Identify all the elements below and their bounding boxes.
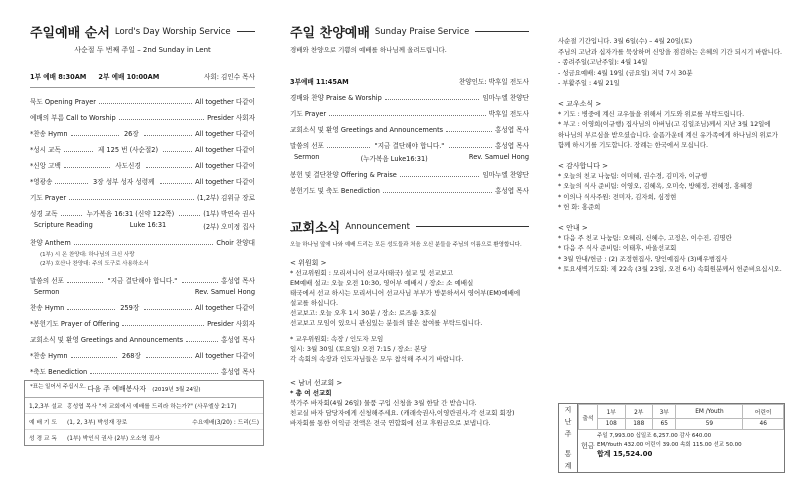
text-line: - 종려주일(고난주일): 4월 14일 — [558, 58, 648, 66]
order-item-label: 봉헌기도 및 축도 Benediction — [290, 187, 380, 195]
next-week-title — [25, 381, 263, 398]
next-week-key: 성 경 교 독 — [29, 436, 57, 442]
leader-dots — [69, 195, 194, 200]
order-item-detail: 누가복음 16:31 (신약 122쪽) — [86, 210, 175, 218]
order-item-label: Sermon — [294, 153, 320, 161]
text-line: 각 속회의 속장과 인도자님들은 모두 참석해 주시기 바랍니다. — [290, 355, 464, 363]
leader-dots — [55, 179, 88, 184]
text-line: 일시: 3월 30일 (토요일) 오전 7:15 / 장소: 본당 — [290, 345, 427, 353]
order-row — [290, 124, 529, 134]
side-char: 지 — [564, 406, 572, 414]
praise-header — [290, 22, 529, 41]
order-item-leader: 홍성엽 목사 — [495, 142, 529, 150]
leader-dots — [99, 99, 192, 104]
praise-title: 주일 찬양예배 — [290, 26, 370, 41]
order-item-leader: Choir 찬양대 — [216, 239, 255, 247]
stand-note: *표는 일어서 주십시오. — [30, 384, 86, 390]
text-line: * 기도 : 병중에 계신 교우들을 위해서 기도와 위로를 부탁드립니다. — [558, 109, 745, 118]
order-item-leader: 홍성엽 목사 — [495, 126, 529, 134]
side-char: 난 — [564, 418, 572, 426]
leader-dots — [446, 127, 492, 132]
guide-list — [558, 233, 786, 275]
sermon-title: "지금 결단해야 합니다." — [374, 142, 445, 150]
order-item-label: 말씀의 선포 — [30, 277, 64, 285]
text-line: 태국에서 선교 하시는 모리셔니어 선교사님 부부가 방문하셔서 영어부(EM)예배에 — [290, 289, 521, 297]
order-item-label: 말씀의 선포 — [290, 142, 324, 150]
mission-heading: < 남녀 선교회 > — [290, 379, 343, 387]
text-line: * 선교위원회 : 모리셔니어 선교사(태국) 설교 및 선교보고 — [290, 269, 454, 277]
order-row — [30, 128, 255, 138]
leader-dots — [71, 131, 119, 136]
order-item-label: Scripture Reading — [34, 221, 93, 229]
praise-time — [290, 76, 529, 86]
first-service-time: 1부 예배 8:30AM — [30, 73, 87, 81]
order-item-label: 찬송 Hymn — [30, 304, 65, 312]
committee-heading: < 위원회 > — [290, 259, 327, 267]
praise-order — [290, 76, 529, 195]
members-heading: < 교우소식 > — [558, 99, 602, 108]
order-item-label: *찬송 Hymn — [30, 130, 68, 138]
sermon-en — [30, 288, 255, 296]
order-item-leader: Presider 사회자 — [207, 114, 255, 122]
praise-column — [268, 0, 535, 486]
leader-dots — [182, 278, 218, 283]
leader-dots — [327, 143, 370, 148]
leader-dots — [67, 278, 103, 283]
leader-dots — [160, 179, 193, 184]
text-line: * 총 여 선교회 — [290, 389, 332, 397]
lent-notice — [558, 36, 786, 89]
attendance-header: 3부 — [653, 405, 676, 419]
praise-leader: 찬양인도: 박후일 전도사 — [458, 78, 529, 86]
order-item-label: 예배의 부름 Call to Worship — [30, 114, 116, 122]
mission-text — [290, 388, 529, 428]
order-item-label: *성시 교독 — [30, 146, 61, 154]
order-item-detail: (누가복음 Luke16:31) — [360, 155, 428, 163]
text-line: * 3월 안내/헌금 : (2) 조정현집사, 양인예집사 (3)배우범집사 — [558, 254, 728, 263]
text-line: 북가주 바자회(4월 26일) 물품 구입 신청을 3월 한달 간 받습니다. — [290, 399, 477, 407]
leader-dots — [383, 188, 492, 193]
text-line: * 부고 : 이영희(이규행) 집사님의 아버님(고 김일조님)께서 지난 3월 12일에 — [558, 120, 771, 128]
leader-dots — [90, 369, 218, 374]
giving-section — [578, 430, 784, 461]
order-row — [30, 96, 255, 106]
order-row — [30, 334, 255, 344]
leader-dots — [64, 163, 110, 168]
order-item-detail: 268장 — [121, 352, 141, 360]
order-item-detail: 3장 성부 성자 성령께 — [93, 178, 155, 186]
order-item-label: 봉헌 및 결단찬양 Offering & Praise — [290, 171, 397, 179]
order-item-label: 교회소식 및 환영 Greetings and Announcements — [290, 126, 444, 134]
attendance-header: EM /Youth — [676, 405, 743, 419]
announce-intro: 오늘 하나님 앞에 나와 예배 드리는 모든 성도들과 처음 오신 분들을 주님의 이름으로 환영합니다. — [290, 242, 522, 248]
announce-title: 교회소식 — [290, 221, 341, 236]
next-week-title-text: 다음 주 예배봉사자 — [87, 385, 147, 393]
order-row — [30, 160, 255, 170]
sermon-row — [30, 275, 255, 285]
order-item-leader: All together 다같이 — [195, 162, 256, 170]
attendance-table — [578, 404, 784, 430]
text-line: * 이의나 식사주원: 전미자, 김자희, 심정현 — [558, 192, 677, 201]
order-rows — [30, 96, 255, 218]
order-item-label: 찬양 Anthem — [30, 239, 71, 247]
order-row — [290, 92, 529, 102]
scripture-en — [30, 221, 255, 231]
anthem-row — [30, 237, 255, 247]
attendance-value: 188 — [625, 419, 653, 430]
members-news — [558, 109, 786, 151]
committee-text — [290, 268, 529, 364]
text-line: * 다음 주 친교 나눔팀: 오혜리, 신혜수, 고정은, 이수진, 김명란 — [558, 233, 732, 242]
next-week-row — [25, 430, 263, 445]
second-service-time: 2부 예배 10:00AM — [98, 73, 160, 81]
leader-dots — [122, 321, 204, 326]
giving-total: 합계 15,524.00 — [597, 450, 653, 458]
order-item-label: Sermon — [34, 288, 60, 296]
text-line: 친교실 바자 담당자에게 신청해주세요. (캐래숙권사,이영란권사,각 선교회 회장) — [290, 409, 515, 417]
text-line: 설교를 하십니다. — [290, 299, 339, 307]
order-item-leader: 임마누엘 찬양단 — [482, 171, 529, 179]
service-times — [30, 71, 255, 81]
header-rule — [416, 226, 529, 227]
leader-dots — [146, 163, 192, 168]
order-item-leader: All together 다같이 — [195, 146, 255, 154]
side-char: 계 — [564, 462, 572, 470]
attendance-header: 1부 — [598, 405, 626, 419]
praise-subtitle: 경배와 찬양으로 기쁨의 예배를 하나님께 올려드립니다. — [290, 46, 447, 54]
order-row — [30, 192, 255, 202]
presider: 사회: 김인수 목사 — [203, 73, 255, 81]
announce-header — [290, 217, 529, 236]
leader-dots — [146, 353, 192, 358]
order-item-label: *봉헌기도 Prayer of Offering — [30, 320, 120, 328]
next-week-key: 예 배 기 도 — [29, 420, 57, 426]
order-item-leader: Presider 사회자 — [207, 320, 255, 328]
order-rows-2 — [30, 302, 255, 376]
order-item-detail: 제 125 번 (사순절2) — [97, 146, 159, 154]
text-line: - 부활주일 : 4월 21일 — [558, 79, 620, 87]
order-item-label: 기도 Prayer — [30, 194, 67, 202]
order-item-leader: Rev. Samuel Hong — [194, 288, 255, 296]
order-item-detail: 사도신경 — [115, 162, 141, 170]
announcements — [290, 217, 529, 428]
header-rule — [237, 31, 255, 32]
text-line: 선교보고 모임이 있으니 관심있는 분들의 많은 참여를 부탁드립니다. — [290, 319, 483, 327]
text-line: 사순절 기간입니다. 3월 6일(수) – 4월 20일(토) — [558, 37, 693, 45]
order-row — [290, 108, 529, 118]
order-item-leader: 박후일 전도사 — [488, 110, 529, 118]
praise-rows-2 — [290, 169, 529, 195]
text-line: * 교우위원회: 속장 / 인도자 모임 — [290, 335, 384, 343]
praise-sermon-en — [290, 153, 529, 163]
next-week-row — [25, 414, 263, 430]
text-line: 바자회를 통한 이익금 전액은 전국 연합회에 선교 후원금으로 보냅니다. — [290, 419, 491, 427]
praise-rows — [290, 92, 529, 134]
order-row — [290, 185, 529, 195]
thanks-list — [558, 171, 786, 213]
order-item-label: 기도 Prayer — [290, 110, 327, 118]
giving-line: 주일 7,993.00 십일조 6,257.00 감사 640.00 — [597, 433, 712, 439]
stats-side-label — [559, 404, 578, 472]
next-week-date: (2019년 3월 24일) — [152, 387, 201, 393]
attendance-value: 108 — [598, 419, 626, 430]
leader-dots — [179, 211, 200, 216]
giving-values — [597, 432, 781, 459]
text-line: 주님의 고난과 십자가를 묵상하며 신앙을 점검하는 은혜의 기간 되시기 바랍니다. — [558, 47, 783, 56]
weekly-statistics — [558, 403, 785, 473]
order-item-leader: 홍성엽 목사 — [221, 336, 255, 344]
anthem-note-2: (2부) 호산나 찬양대: 주의 도구로 사용하소서 — [40, 261, 149, 267]
lords-day-title: 주일예배 순서 — [30, 26, 110, 41]
order-row — [30, 208, 255, 218]
order-item-label: *찬송 Hymn — [30, 352, 68, 360]
lords-day-header — [30, 22, 255, 41]
next-week-value: 홍성엽 목사 "저 교회에서 예배를 드리라 하는가?" (사무엘상 2:17) — [67, 404, 237, 410]
leader-dots — [144, 305, 192, 310]
stats-main — [578, 404, 784, 472]
attendance-value: 46 — [743, 419, 784, 430]
order-row — [30, 144, 255, 154]
order-item-leader: 홍성엽 목사 — [495, 187, 529, 195]
leader-dots — [74, 240, 214, 245]
order-row — [30, 350, 255, 360]
order-row — [30, 112, 255, 122]
attendance-header: 2부 — [625, 405, 653, 419]
next-week-servers — [24, 380, 264, 446]
order-row — [30, 318, 255, 328]
order-item-detail: 259장 — [120, 304, 140, 312]
order-row — [30, 176, 255, 186]
order-item-leader: All together 다같이 — [195, 130, 255, 138]
third-service-time: 3부예배 11:45AM — [290, 78, 349, 86]
text-line: 하나님의 부르심을 받으셨습니다. 슬픔가운데 계신 유가족에게 하나님의 위로가 — [558, 130, 778, 139]
order-item-leader: (1,2부) 김위규 장로 — [196, 194, 255, 202]
leader-dots — [61, 211, 82, 216]
order-item-leader: 홍성엽 목사 — [221, 277, 255, 285]
praise-title-en: Sunday Praise Service — [374, 26, 470, 37]
next-week-key: 1,2,3부 설교 — [29, 404, 63, 410]
order-item-leader: 홍성엽 목사 — [221, 368, 255, 376]
order-item-label: 경배와 찬양 Praise & Worship — [290, 94, 382, 102]
attendance-label: 출석 — [579, 405, 598, 430]
order-item-leader: 임마누엘 찬양단 — [482, 94, 529, 102]
leader-dots — [67, 305, 115, 310]
header-rule — [475, 31, 529, 32]
leader-dots — [385, 95, 479, 100]
sermon-title: "지금 결단해야 합니다." — [107, 277, 178, 285]
text-line: 선교보고: 오늘 오후 1시 30분 / 장소: 로즈룸 3호실 — [290, 309, 437, 317]
giving-label: 헌금 — [581, 441, 595, 450]
side-char: 주 — [564, 430, 572, 438]
next-week-value: (1부) 박인식 권사 (2부) 오소영 집사 — [67, 436, 160, 442]
text-line: * 토요새벽기도회: 제 22속 (3월 23일, 오전 6시) 속회원분께서 헌준비요십시오. — [558, 265, 782, 273]
order-row — [290, 169, 529, 179]
text-line: - 성금요예배: 4월 19일 (금요일) 저녁 7시 30분 — [558, 68, 693, 77]
text-line: 함께 하시기를 기도합니다. 장례는 한국에서 모십니다. — [558, 141, 709, 149]
order-item-leader: (1부) 박연숙 권사 — [203, 210, 255, 218]
worship-order — [30, 71, 255, 390]
attendance-header: 어린이 — [743, 405, 784, 419]
order-item-leader: All together 다같이 — [195, 178, 256, 186]
lords-day-title-en: Lord's Day Worship Service — [114, 26, 231, 37]
order-item-label: *영광송 — [30, 178, 53, 186]
leader-dots — [449, 143, 492, 148]
order-item-label: 교회소식 및 환영 Greetings and Announcements — [30, 336, 184, 344]
text-line: * 오늘의 친교 나눔팀: 이미혜, 권수경, 김미자, 이규행 — [558, 171, 708, 180]
order-item-label: 묵도 Opening Prayer — [30, 98, 97, 106]
leader-dots — [144, 131, 192, 136]
text-line: * 오늘의 식사 준비팀: 이영오, 김혜옥, 오미숙, 방혜정, 전혜정, 홍혜경 — [558, 182, 753, 190]
order-item-detail: Luke 16:31 — [129, 221, 167, 229]
order-item-label: 성경 교독 — [30, 210, 58, 218]
order-item-leader: All together 다같이 — [195, 98, 255, 106]
announce-title-en: Announcement — [345, 221, 410, 232]
anthem-note-1: (1부) 시 온 찬양대: 하나님의 크신 사랑 — [40, 252, 135, 258]
side-char: 통 — [564, 450, 572, 458]
order-item-label: *신앙 고백 — [30, 162, 61, 170]
order-item-label: *축도 Benediction — [30, 368, 88, 376]
next-week-row — [25, 398, 263, 414]
order-item-leader: All together 다같이 — [195, 352, 256, 360]
leader-dots — [163, 147, 192, 152]
leader-dots — [329, 111, 486, 116]
next-week-value-2: 수요예배(3/20) : 드리(드) — [192, 420, 259, 426]
order-item-leader: (2부) 오미정 집사 — [203, 223, 255, 231]
text-line: * 다음 주 식사 준비팀: 이태후, 바울선교회 — [558, 244, 677, 252]
order-row — [30, 302, 255, 312]
thanks-heading: < 감사합니다 > — [558, 161, 608, 170]
text-line: EM예배 설교: 오늘 오전 10:30, 영어부 예배시 / 장소: 소 예배실 — [290, 279, 474, 287]
giving-line: EM/Youth 432.00 어린이 39.00 속회 115.00 선교 50.00 — [597, 442, 742, 448]
lords-day-subtitle: 사순절 두 번째 주일 – 2nd Sunday in Lent — [74, 46, 211, 54]
order-item-detail: 26장 — [123, 130, 139, 138]
divider — [30, 87, 255, 88]
leader-dots — [186, 337, 218, 342]
attendance-value: 65 — [653, 419, 676, 430]
leader-dots — [400, 172, 479, 177]
praise-sermon — [290, 140, 529, 150]
guide-heading: < 안내 > — [558, 223, 588, 232]
text-line: * 헌 화: 홍준희 — [558, 203, 601, 211]
order-item-leader: All together 다같이 — [195, 304, 255, 312]
order-item-leader: Rev. Samuel Hong — [468, 153, 529, 161]
next-week-value: (1, 2, 3부) 박성재 장로 — [67, 420, 128, 426]
order-row — [30, 366, 255, 376]
leader-dots — [119, 115, 204, 120]
attendance-value: 59 — [676, 419, 743, 430]
leader-dots — [64, 147, 93, 152]
leader-dots — [71, 353, 117, 358]
